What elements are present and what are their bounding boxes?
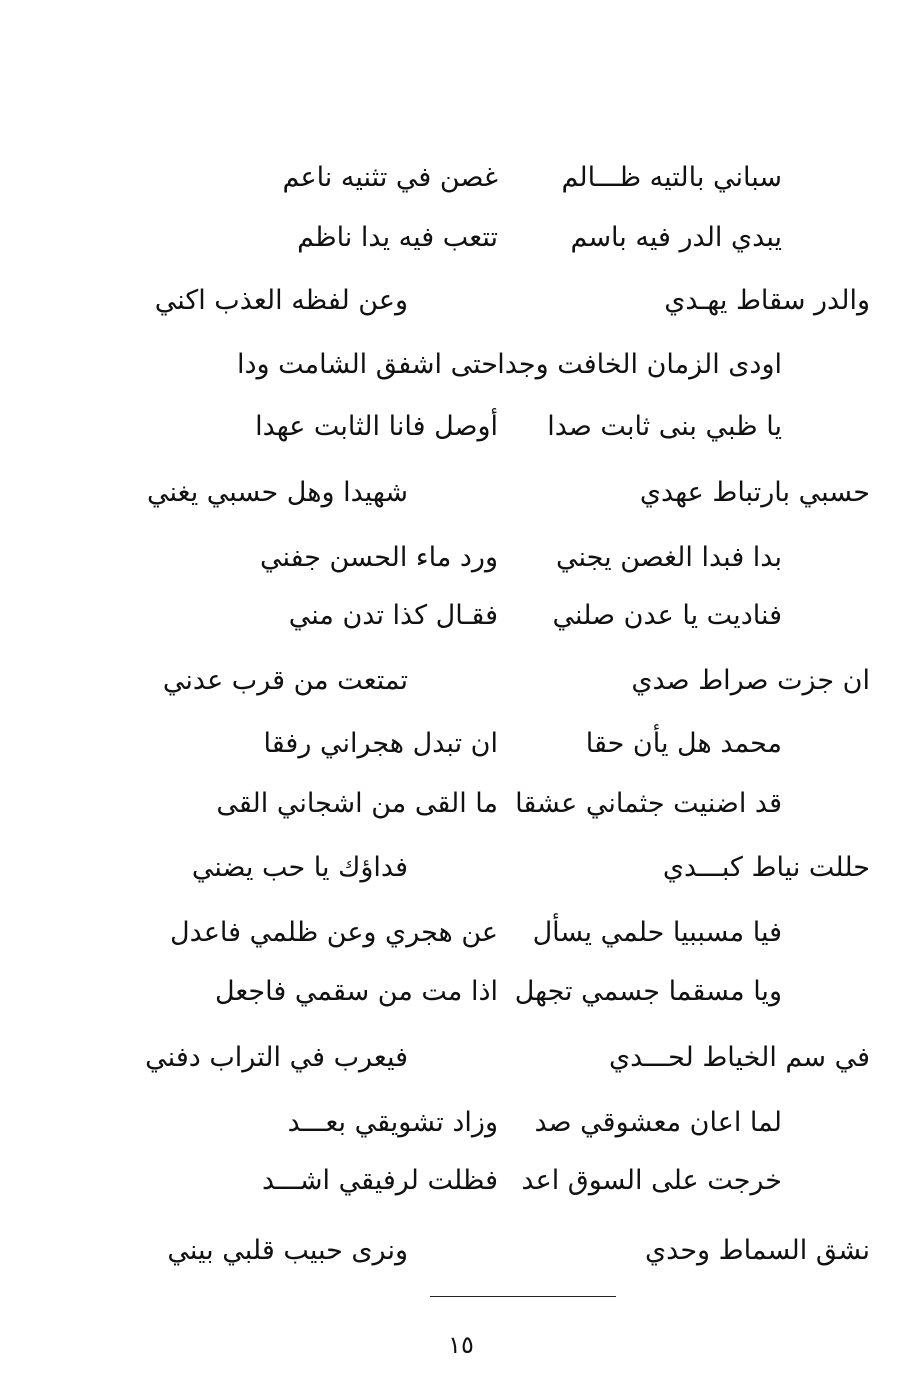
verse-right-hemistich: اودى الزمان الخافت وجدا	[497, 349, 782, 380]
verse-left-hemistich: ما القى من اشجاني القى	[216, 788, 498, 819]
verse-left-hemistich: فقـال كذا تدن مني	[288, 600, 498, 631]
verse-right-hemistich: سباني بالتيه ظـــالم	[561, 162, 782, 193]
verse-left-hemistich: فظلت لرفيقي اشـــد	[261, 1165, 498, 1196]
refrain-left-hemistich: فيعرب في التراب دفني	[145, 1042, 408, 1073]
refrain-right-hemistich: نشق السماط وحدي	[645, 1235, 870, 1266]
refrain-left-hemistich: تمتعت من قرب عدني	[162, 665, 408, 696]
refrain-left-hemistich: فداؤك يا حب يضني	[191, 852, 408, 883]
verse-left-hemistich: ان تبدل هجراني رفقا	[263, 728, 498, 759]
refrain-right-hemistich: حللت نياط كبـــدي	[662, 852, 870, 883]
verse-left-hemistich: اذا مت من سقمي فاجعل	[214, 976, 498, 1007]
verse-left-hemistich: غصن في تثنيه ناعم	[282, 162, 498, 193]
verse-right-hemistich: لما اعان معشوقي صد	[534, 1107, 782, 1138]
page-number: ١٥	[448, 1331, 474, 1359]
verse-right-hemistich: فناديت يا عدن صلني	[552, 600, 782, 631]
verse-left-hemistich: أوصل فانا الثابت عهدا	[255, 411, 498, 442]
footer-divider	[430, 1296, 616, 1297]
verse-left-hemistich: عن هجري وعن ظلمي فاعدل	[170, 917, 498, 948]
verse-right-hemistich: يبدي الدر فيه باسم	[570, 222, 782, 253]
verse-right-hemistich: يا ظبي بنى ثابت صدا	[547, 411, 782, 442]
verse-right-hemistich: خرجت على السوق اعد	[521, 1165, 782, 1196]
verse-left-hemistich: تتعب فيه يدا ناظم	[297, 222, 498, 253]
refrain-left-hemistich: شهيدا وهل حسبي يغني	[147, 477, 408, 508]
verse-right-hemistich: ويا مسقما جسمي تجهل	[514, 976, 782, 1007]
refrain-left-hemistich: ونرى حبيب قلبي بيني	[167, 1235, 408, 1266]
refrain-right-hemistich: في سم الخياط لحـــدي	[609, 1042, 870, 1073]
verse-left-hemistich: حتى اشفق الشامت ودا	[237, 349, 498, 380]
verse-right-hemistich: فيا مسببيا حلمي يسأل	[532, 917, 782, 948]
refrain-right-hemistich: والدر سقاط يهـدي	[664, 285, 870, 316]
verse-left-hemistich: ورد ماء الحسن جفني	[259, 542, 498, 573]
verse-right-hemistich: بدا فبدا الغصن يجني	[556, 542, 782, 573]
verse-right-hemistich: قد اضنيت جثماني عشقا	[515, 788, 782, 819]
refrain-left-hemistich: وعن لفظه العذب اكني	[154, 285, 408, 316]
verse-right-hemistich: محمد هل يأن حقا	[585, 728, 782, 759]
verse-left-hemistich: وزاد تشويقي بعـــد	[287, 1107, 498, 1138]
refrain-right-hemistich: حسبي بارتباط عهدي	[639, 477, 870, 508]
refrain-right-hemistich: ان جزت صراط صدي	[631, 665, 870, 696]
